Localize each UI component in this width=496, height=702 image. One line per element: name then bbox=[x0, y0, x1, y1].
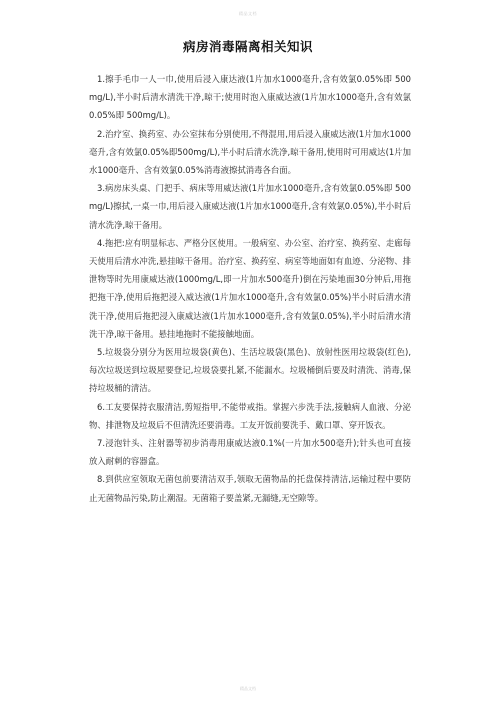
paragraph-7: 7.浸泡针头、注射器等初步消毒用康威达液0.1%(一片加水500毫升);针头也可直接放入耐刺的容器盒。 bbox=[89, 438, 411, 467]
header-watermark: 精品文档 bbox=[239, 11, 257, 16]
paragraph-4: 4.拖把:应有明显标志、严格分区使用。一般病室、办公室、治疗室、换药室、走廊每天使用后清水冲洗,悬挂晾干备用。治疗室、换药室、病室等地面如有血迹、分泌物、排泄物等时先用康威达液(1000mg/L,即一片加水500毫升)倒在污染地面30分钟后,用拖把拖干净,使用后拖把浸入威达液(1片加水1000毫升,含有效氯0.05%)半小时后清水清洗干净,使用后拖把浸入康威达液(1片加水1000毫升,含有效氯0.05%),半小时后清水清洗干净,晾干备用。悬挂地拖时不能接触地面。 bbox=[89, 237, 411, 339]
paragraph-6: 6.工友要保持衣服清洁,剪短指甲,不能带戒指。掌握六步洗手法,接触病人血液、分泌物、排泄物及垃圾后不但清洗还要消毒。工友开饭前要洗手、戴口罩、穿开饭衣。 bbox=[89, 401, 411, 430]
paragraph-3: 3.病房床头桌、门把手、病床等用威达液(1片加水1000毫升,含有效氯0.05%即 500mg/L)擦拭,一桌一巾,用后浸入康威达液(1片加水1000毫升,含有效氯0.05%),半小时后清水洗净,晾干备用。 bbox=[89, 183, 411, 230]
paragraph-2: 2.治疗室、换药室、办公室抹布分别使用,不得混用,用后浸入康威达液(1片加水1000毫升,含有效氯0.05%即500mg/L),半小时后清水洗净,晾干备用,使用时可用威达(1片加水1000毫升、含有效氯0.05%消毒液擦拭消毒各台面。 bbox=[89, 128, 411, 176]
paragraph-5: 5.垃圾袋分别分为医用垃圾袋(黄色)、生活垃圾袋(黑色)、放射性医用垃圾袋(红色),每次垃圾送到垃圾屋要登记,垃圾袋要扎紧,不能漏水。垃圾桶倒后要及时清洗、消毒,保持垃圾桶的清洁。 bbox=[89, 347, 411, 394]
page-title: 病房消毒隔离相关知识 bbox=[182, 39, 313, 54]
document-body bbox=[89, 70, 411, 507]
footer-watermark: 精品文档 bbox=[240, 686, 256, 691]
paragraph-1: 1.擦手毛巾一人一巾,使用后浸入康达液(1片加水1000毫升,含有效氯0.05%即 500mg/L),半小时后清水清洗干净,晾干;使用时泡入康威达液(1片加水1000毫升,含有效氯0.05%即 500mg/L)。 bbox=[89, 74, 411, 121]
paragraph-8: 8.到供应室领取无菌包前要清洁双手,领取无菌物品的托盘保持清洁,运输过程中要防止无菌物品污染,防止潮湿。无菌箱子要盖紧,无漏缝,无空隙等。 bbox=[89, 474, 411, 503]
